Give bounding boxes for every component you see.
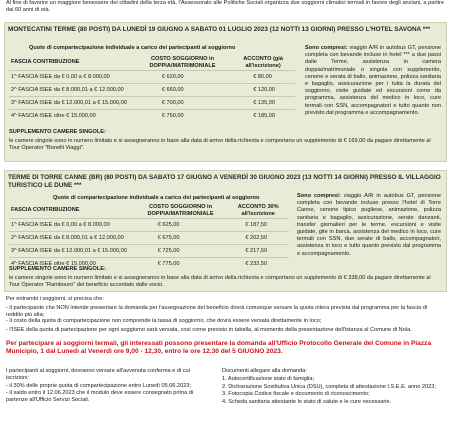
table-header-row [9, 203, 289, 219]
montecatini-included-title: Sono compresi: [305, 45, 348, 51]
torre-canne-included-text: viaggio A/R in autobus GT, pensione completa con bevande incluse presso l'hotel di Torre Canne, cenone tipico pugliese, animazione, polizza sanitaria e bagaglio, assicurazione, serate danzanti, transfer giornalieri per le terme, escursioni e visite guidate, gite in barca, assistenza del medico in loco, cure termali con SSN, due serate di ballo, accompagnatori, assistenza in loco e tutto quanto previsto dal programma e accompagnamento. [297, 193, 441, 257]
payment-line: I partecipanti ai soggiorni, dovranno versare all'avvenuta conferma e di cui iscrizioni: [6, 368, 190, 381]
table-header-row [9, 55, 295, 71]
table-cell: 4^ FASCIA ISEE oltre € 15.000,00 [9, 258, 134, 271]
torre-canne-supplement-title: SUPPLEMENTO CAMERE SINGOLE: [9, 266, 106, 272]
table-cell: € 86,00 [231, 71, 295, 84]
montecatini-quote-heading: Quote di compartecipazione individuale a carico dei partecipanti al soggiorno [29, 45, 236, 51]
montecatini-title: MONTECATINI TERME (80 POSTI) DA LUNEDÌ 19 GIUGNO A SABATO 01 LUGLIO 2023 (12 NOTTI 13 GIORNI) PRESSO L'HOTEL SAVONA *** [8, 26, 431, 33]
table-row [9, 110, 295, 123]
montecatini-supplement-text: le camere singole sono in numero limitato e si assegneranno in base alla data di arrivo della richiesta e comportano un supplemento di € 169,00 da pagare direttamente al Tour Operator "Bonelli Viaggi". [9, 138, 431, 151]
montecatini-included [305, 45, 441, 117]
table-row [9, 84, 295, 97]
montecatini-included-text: viaggio A/R in autobus GT, pensione completa con bevande incluse in hotel *** a due passi dalle Terme, assistenza in camera doppia/matrimoniale o singola con supplemento, cenone e serata di ballo, animazione, polizza sanitaria e bagaglio, assicurazione per i tutta la durata del soggiorno, visite guidate ed escursioni come da programma, assistenza del medico in loco, cure termali con SSN, accompagnatori e tutto quanto non previsto dal programma e accompagnamento. [305, 45, 441, 116]
payment-instructions [6, 368, 211, 405]
column-header: ACCONTO (già all'iscrizione) [243, 56, 283, 69]
table-cell: € 232,50 [227, 258, 289, 271]
table-row [9, 71, 295, 84]
table-cell: € 625,00 [134, 219, 228, 232]
notes-line: - il partecipante che NON intende presentare la domanda per l'assegnazione del beneficio dovrà comunque versare la quota intera prevista dal programma per la fascia di reddito più alta; [6, 305, 428, 318]
table-cell: 2^ FASCIA ISEE da € 8.000,01 a € 12.000,00 [9, 232, 134, 245]
column-header: COSTO SOGGIORNO in DOPPIA/MATRIMONIALE [149, 56, 216, 69]
table-row [9, 245, 289, 258]
intro-paragraph: Al fine di favorire un maggiore benessere dei cittadini della terza età, l'Assessorato alle Politiche Sociali organizza due soggiorni climatici termali in favore degli anziani, a partire dai 60 anni di età. [6, 0, 444, 14]
table-cell: € 135,00 [231, 97, 295, 110]
table-row [9, 97, 295, 110]
notes-line: - il costo della quota di compartecipazione non comprende la tassa di soggiorno, che dovrà essere versata direttamente in loco; [6, 318, 322, 324]
montecatini-fee-table [9, 55, 295, 122]
table-cell: € 620,00 [134, 71, 231, 84]
table-cell: 2^ FASCIA ISEE da € 8.000,01 a € 12.000,00 [9, 84, 134, 97]
payment-line: - il saldo entro il 12.06.2023 che il modulo deve essere consegnato prima di partenze all'Ufficio Servizi Sociali. [6, 390, 194, 404]
torre-canne-included-title: Sono compresi: [297, 193, 341, 199]
torre-canne-supplement-text: le camere singole sono in numero limitato e si assegneranno in base alla data di arrivo della richiesta e comportano un supplemento di € 338,00 da pagare direttamente al Tour Operator "Rambouro" del beneficio accordato dalle socio. [9, 275, 431, 288]
column-header: FASCIA CONTRIBUZIONE [11, 207, 80, 214]
torre-canne-included [297, 193, 441, 258]
table-cell: € 185,00 [231, 110, 295, 123]
table-cell: € 202,50 [227, 232, 289, 245]
documents-line: Documenti allegare alla domanda: [222, 368, 307, 374]
torre-canne-section [4, 170, 447, 292]
notes-line: - l'ISEE della quota di partecipazione per ogni soggiorno sarà versata, così come previsto in tabella, al momento della presentazione dell'istanza al Comune di Nola. [6, 327, 412, 333]
notes-intro: Per entrambi i soggiorni, si precisa che: [6, 296, 104, 302]
payment-line: - il 30% delle proprie quota di compartecipazione entro Lunedì 05.06.2023; [6, 382, 192, 389]
torre-canne-quote-heading: Quote di compartecipazione individuale a carico dei partecipanti al soggiorno [53, 195, 260, 201]
table-cell: 1^ FASCIA ISEE da € 0,00 a € 8.000,00 [9, 71, 134, 84]
table-cell: € 775,00 [134, 258, 228, 271]
documents-line: 4. Scheda sanitaria attestante lo stato di salute e le cure necessarie. [222, 399, 392, 406]
torre-canne-title: TERME DI TORRE CANNE (BR) (80 POSTI) DA SABATO 17 GIUGNO A VENERDÌ 30 GIUGNO 2023 (13 NOTTI 14 GIORNI) PRESSO IL VILLAGGIO TURISTICO LE DUNE *** [8, 174, 441, 189]
table-row [9, 232, 289, 245]
table-cell: € 217,50 [227, 245, 289, 258]
table-cell: € 660,00 [134, 84, 231, 97]
table-cell: 3^ FASCIA ISEE da € 12.000,01 a € 15.000,00 [9, 245, 134, 258]
table-cell: 3^ FASCIA ISEE da € 12.000,01 a € 15.000,00 [9, 97, 134, 110]
montecatini-supplement-title: SUPPLEMENTO CAMERE SINGOLE: [9, 129, 106, 135]
table-cell: € 120,00 [231, 84, 295, 97]
table-cell: 4^ FASCIA ISEE oltre € 15.000,00 [9, 110, 134, 123]
table-cell: € 187,50 [227, 219, 289, 232]
documents-line: 2. Dichiarazione Sostitutiva Unica (DSU), completa di attestazione I.S.E.E. anno 2023; [222, 383, 436, 390]
column-header: FASCIA CONTRIBUZIONE [11, 59, 80, 66]
table-cell: € 725,00 [134, 245, 228, 258]
table-cell: € 700,00 [134, 97, 231, 110]
required-documents [222, 368, 444, 407]
documents-line: 3. Fotocopia Codice fiscale e documento di riconoscimento; [222, 391, 370, 398]
application-deadline-notice: Per partecipare ai soggiorni termali, gli interessati possono presentare la domanda all'Ufficio Protocollo Generale del Comune in Piazza Municipio, 1 dal Lunedì al Venerdì ore 9,00 - 12,30, entro le ore 12.30 del 5 GIUGNO 2023. [6, 340, 432, 355]
column-header: COSTO SOGGIORNO in DOPPIA/MATRIMONIALE [147, 204, 214, 217]
montecatini-section [4, 22, 447, 162]
documents-line: 1. Autocertificazione stato di famiglia; [222, 375, 315, 382]
table-row [9, 219, 289, 232]
table-cell: 1^ FASCIA ISEE da € 0,00 a € 8.000,00 [9, 219, 134, 232]
table-cell: € 675,00 [134, 232, 228, 245]
table-cell: € 750,00 [134, 110, 231, 123]
column-header: ACCONTO 30% all'iscrizione [237, 204, 279, 217]
torre-canne-fee-table [9, 203, 289, 270]
